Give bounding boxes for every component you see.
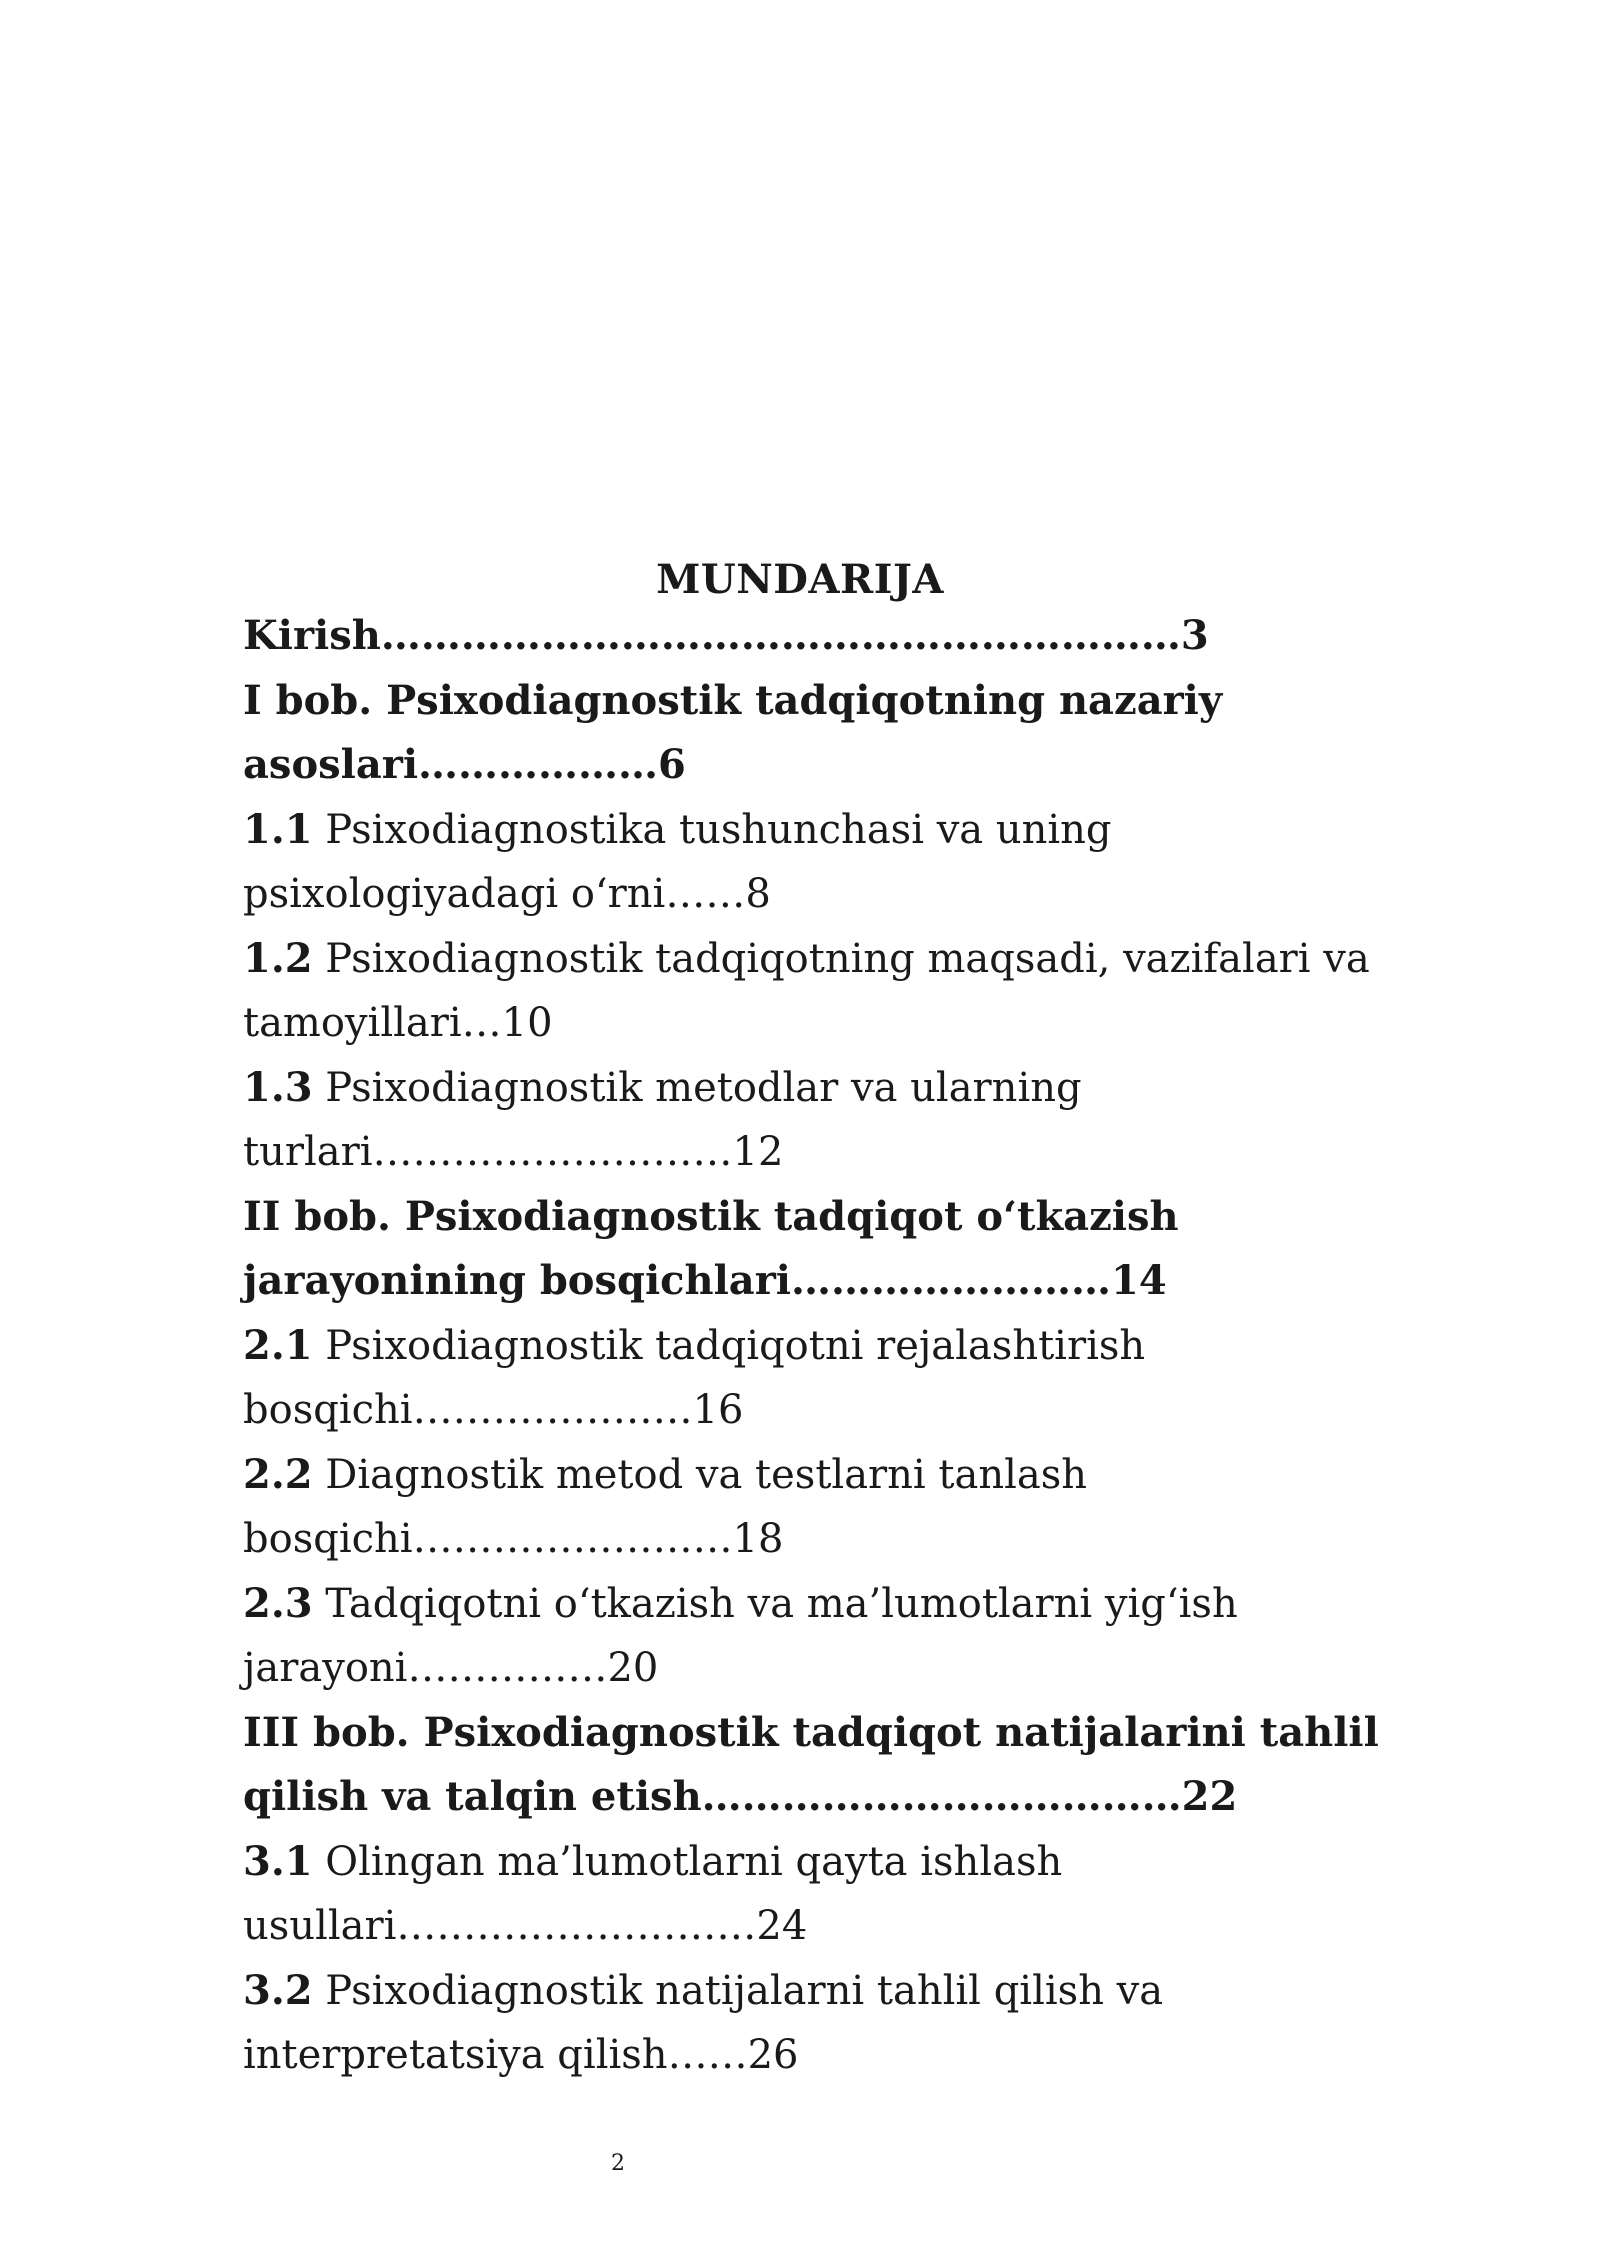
toc-entry-number: 1.3: [243, 1063, 313, 1111]
table-of-contents: [243, 604, 1383, 2088]
toc-entry-text: Kirish……………………………………………………3: [243, 612, 1209, 659]
toc-entry-number: 1.2: [243, 934, 313, 982]
toc-entry-text: Psixodiagnostik tadqiqotning maqsadi, vazifalari va tamoyillari…10: [243, 935, 1370, 1046]
toc-entry-section-2-2: [243, 1443, 1383, 1572]
toc-entry-number: 2.3: [243, 1579, 313, 1627]
toc-entry-number: 2.1: [243, 1321, 313, 1369]
toc-entry-text: Psixodiagnostika tushunchasi va uning psixologiyadagi o‘rni……8: [243, 806, 1112, 917]
toc-entry-introduction: [243, 604, 1383, 669]
toc-entry-number: 2.2: [243, 1450, 313, 1498]
toc-entry-chapter-2: [243, 1185, 1383, 1314]
toc-entry-section-2-1: [243, 1314, 1383, 1443]
toc-entry-text: Psixodiagnostik natijalarni tahlil qilish va interpretatsiya qilish……26: [243, 1967, 1164, 2078]
toc-entry-section-1-2: [243, 927, 1383, 1056]
toc-entry-number: 3.1: [243, 1837, 313, 1885]
toc-title: MUNDARIJA: [656, 556, 944, 603]
toc-entry-text: Olingan ma’lumotlarni qayta ishlash usullari………………………24: [243, 1838, 1063, 1949]
toc-entry-text: Psixodiagnostik tadqiqotni rejalashtirish bosqichi…………………16: [243, 1322, 1146, 1433]
toc-entry-section-3-1: [243, 1830, 1383, 1959]
toc-entry-text: II bob. Psixodiagnostik tadqiqot o‘tkazish jarayonining bosqichlari……………………14: [243, 1192, 1179, 1304]
toc-entry-number: 3.2: [243, 1966, 313, 2014]
toc-entry-section-2-3: [243, 1572, 1383, 1701]
toc-entry-chapter-3: [243, 1701, 1383, 1830]
toc-entry-number: 1.1: [243, 805, 313, 853]
toc-entry-text: Diagnostik metod va testlarni tanlash bosqichi……………………18: [243, 1451, 1088, 1562]
toc-entry-section-1-1: [243, 798, 1383, 927]
toc-entry-text: III bob. Psixodiagnostik tadqiqot natijalarini tahlil qilish va talqin etish………………………………22: [243, 1708, 1379, 1820]
page-number: 2: [611, 2151, 625, 2176]
toc-entry-text: Tadqiqotni o‘tkazish va ma’lumotlarni yig‘ish jarayoni……………20: [243, 1580, 1238, 1691]
toc-entry-section-3-2: [243, 1959, 1383, 2088]
toc-entry-text: I bob. Psixodiagnostik tadqiqotning nazariy asoslari………………6: [243, 676, 1223, 788]
toc-entry-text: Psixodiagnostik metodlar va ularning turlari………………………12: [243, 1064, 1082, 1175]
toc-entry-section-1-3: [243, 1056, 1383, 1185]
toc-entry-chapter-1: [243, 669, 1383, 798]
